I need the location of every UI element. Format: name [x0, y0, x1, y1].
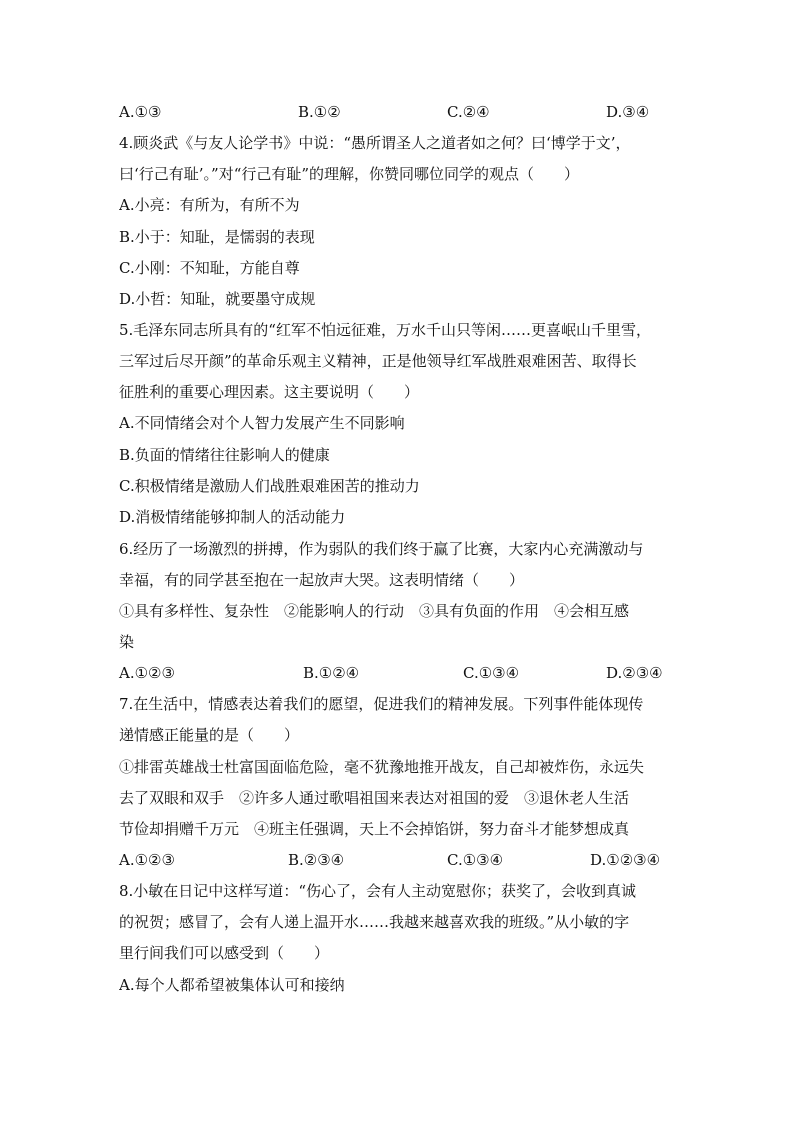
q6-option-c: C.①③④: [463, 664, 520, 682]
q6-option-b: B.①②④: [303, 664, 360, 682]
q8-stem-line-1: 8.小敏在日记中这样写道：“伤心了，会有人主动宽慰你；获奖了，会收到真诚: [119, 882, 636, 900]
q8-stem-line-3: 里行间我们可以感受到（ ）: [119, 944, 330, 962]
q7-option-c: C.①③④: [447, 851, 504, 869]
q5-option-d: D.消极情绪能够抑制人的活动能力: [119, 508, 346, 526]
q4-option-b: B.小于：知耻，是懦弱的表现: [119, 228, 315, 246]
q6-stem-line-1: 6.经历了一场激烈的拼搏，作为弱队的我们终于赢了比赛，大家内心充满激动与: [119, 540, 644, 558]
q5-stem-line-3: 征胜利的重要心理因素。这主要说明（ ）: [119, 383, 420, 401]
q6-statement-line-1: ①具有多样性、复杂性 ②能影响人的行动 ③具有负面的作用 ④会相互感: [119, 602, 630, 620]
q4-option-a: A.小亮：有所为，有所不为: [119, 196, 300, 214]
q7-statement-line-3: 节俭却捐赠千万元 ④班主任强调，天上不会掉馅饼，努力奋斗才能梦想成真: [119, 820, 630, 838]
q3-option-a: A.①③: [119, 103, 162, 121]
q4-stem-line-2: 曰‘行己有耻’。”对“行己有耻”的理解，你赞同哪位同学的观点（ ）: [119, 165, 580, 183]
q3-option-d: D.③④: [606, 103, 650, 121]
q3-option-b: B.①②: [298, 103, 341, 121]
q5-stem-line-2: 三军过后尽开颜”的革命乐观主义精神，正是他领导红军战胜艰难困苦、取得长: [119, 352, 637, 370]
q6-stem-line-2: 幸福，有的同学甚至抱在一起放声大哭。这表明情绪（ ）: [119, 571, 525, 589]
q7-statement-line-1: ①排雷英雄战士杜富国面临危险，毫不犹豫地推开战友，自己却被炸伤，永远失: [119, 758, 645, 776]
q4-option-c: C.小刚：不知耻，方能自尊: [119, 259, 300, 277]
q7-stem-line-1: 7.在生活中，情感表达着我们的愿望，促进我们的精神发展。下列事件能体现传: [119, 695, 644, 713]
q5-option-a: A.不同情绪会对个人智力发展产生不同影响: [119, 414, 405, 432]
q7-statement-line-2: 去了双眼和双手 ②许多人通过歌唱祖国来表达对祖国的爱 ③退休老人生活: [119, 789, 630, 807]
q7-option-d: D.①②③④: [590, 851, 661, 869]
q5-stem-line-1: 5.毛泽东同志所具有的“红军不怕远征难，万水千山只等闲……更喜岷山千里雪，: [119, 321, 651, 339]
q6-option-a: A.①②③: [119, 664, 175, 682]
q6-statement-line-2: 染: [119, 633, 135, 651]
q8-stem-line-2: 的祝贺；感冒了，会有人递上温开水……我越来越喜欢我的班级。”从小敏的字: [119, 913, 630, 931]
q3-option-c: C.②④: [447, 103, 490, 121]
q7-option-a: A.①②③: [119, 851, 175, 869]
q8-option-a: A.每个人都希望被集体认可和接纳: [119, 976, 345, 994]
q5-option-c: C.积极情绪是激励人们战胜艰难困苦的推动力: [119, 477, 420, 495]
q4-stem-line-1: 4.顾炎武《与友人论学书》中说：“愚所谓圣人之道者如之何？曰‘博学于文’，: [119, 134, 631, 152]
q5-option-b: B.负面的情绪往往影响人的健康: [119, 446, 330, 464]
q4-option-d: D.小哲：知耻，就要墨守成规: [119, 290, 316, 308]
q7-stem-line-2: 递情感正能量的是（ ）: [119, 726, 300, 744]
q7-option-b: B.②③④: [288, 851, 345, 869]
q6-option-d: D.②③④: [606, 664, 663, 682]
